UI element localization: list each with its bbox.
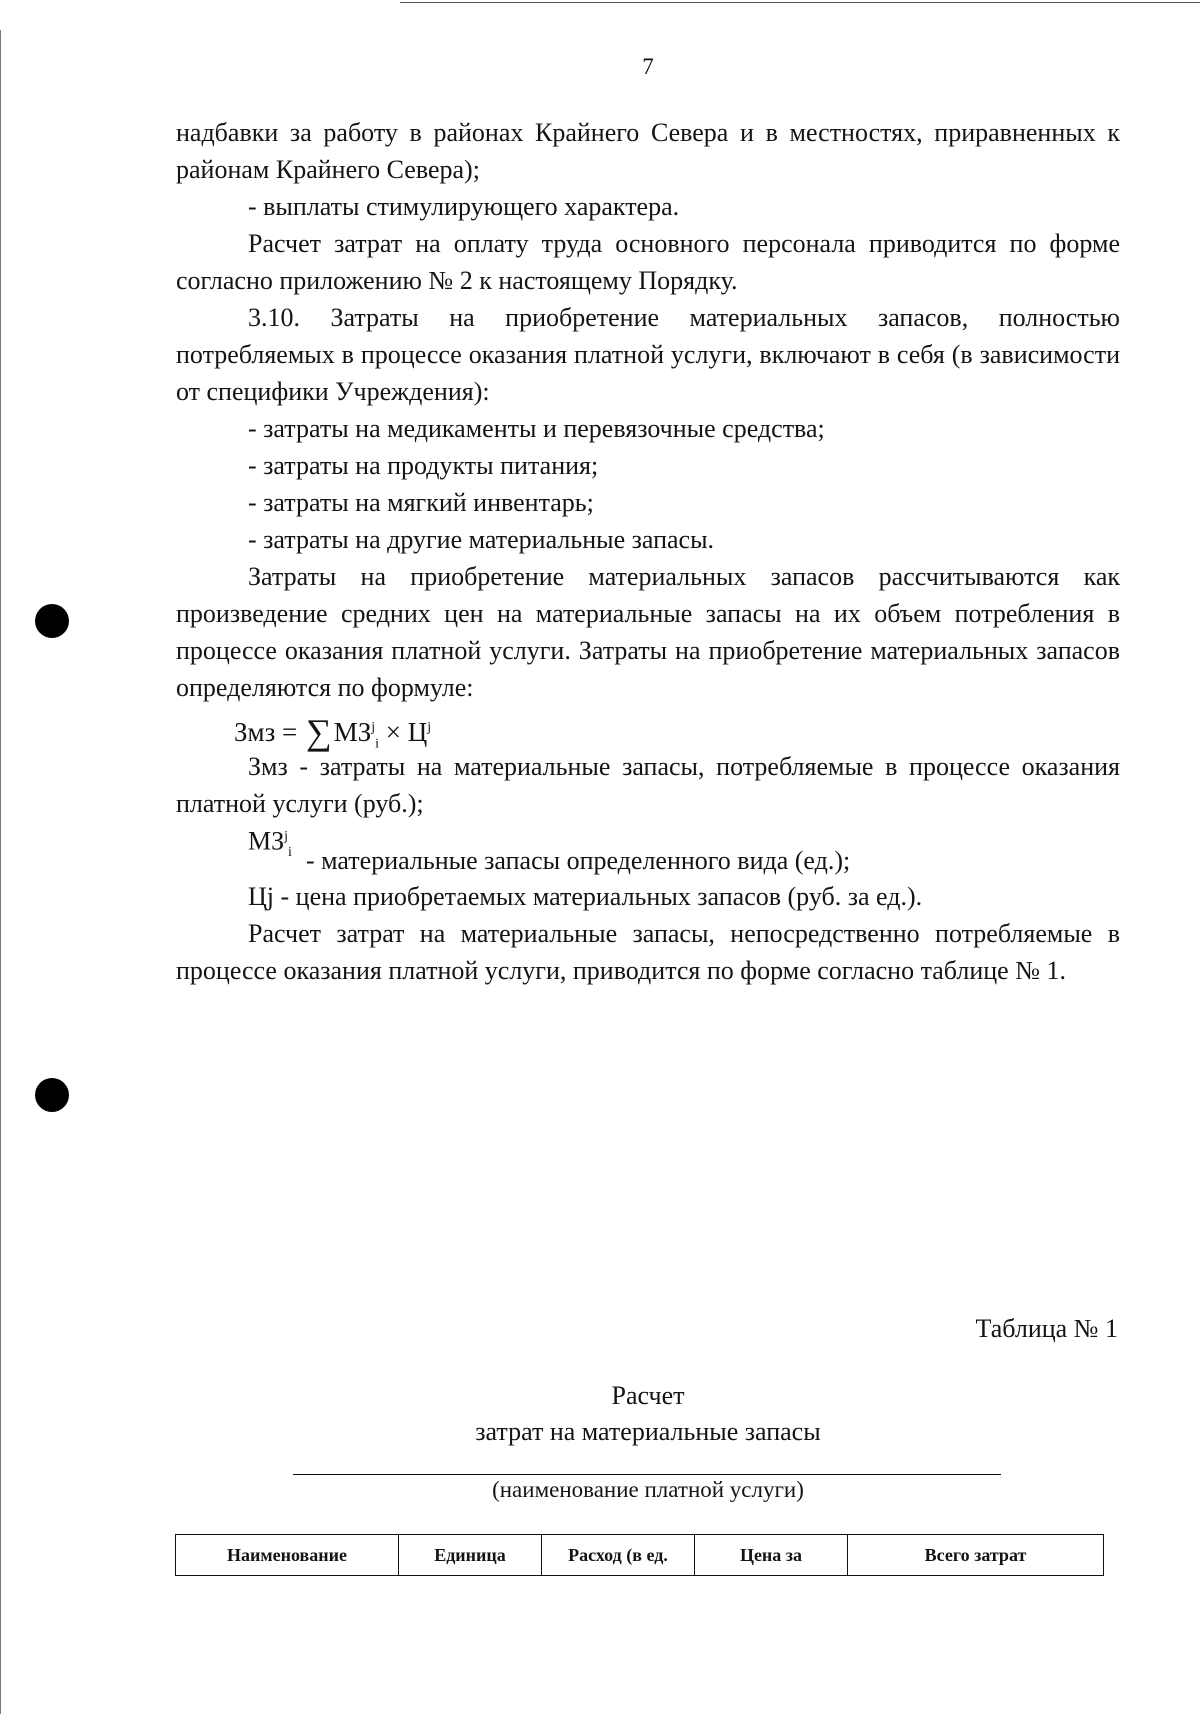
formula-equals: = bbox=[282, 717, 298, 747]
paragraph: надбавки за работу в районах Крайнего Севера и в местностях, приравненных к районам Крайнего Севера); bbox=[176, 118, 1120, 184]
punch-hole-mark bbox=[35, 1078, 69, 1112]
table-title-line2: затрат на материальные запасы bbox=[475, 1417, 821, 1446]
scan-edge-left bbox=[0, 30, 1, 1714]
list-item: - выплаты стимулирующего характера. bbox=[248, 192, 680, 221]
definition-price: Цj - цена приобретаемых материальных запасов (руб. за ед.). bbox=[248, 882, 923, 911]
formula-times: × bbox=[385, 717, 401, 747]
list-item: - затраты на мягкий инвентарь; bbox=[248, 488, 594, 517]
closing-paragraph: Расчет затрат на материальные запасы, непосредственно потребляемые в процессе оказания платной услуги, приводится по форме согласно таблице № 1. bbox=[176, 919, 1120, 985]
service-name-hint: (наименование платной услуги) bbox=[492, 1477, 804, 1502]
punch-hole-mark bbox=[35, 604, 69, 638]
mz-description: - материальные запасы определенного вида (ед.); bbox=[306, 846, 851, 875]
paragraph: Расчет затрат на оплату труда основного персонала приводится по форме согласно приложению № 2 к настоящему Порядку. bbox=[176, 229, 1120, 295]
formula-term: МЗ bbox=[333, 717, 372, 747]
formula-price: Ц bbox=[407, 717, 428, 747]
table-header-cell: Расход (в ед. bbox=[542, 1535, 695, 1576]
page-number: 7 bbox=[642, 54, 654, 79]
costs-table bbox=[175, 1534, 1104, 1576]
formula-price-sup: j bbox=[427, 720, 432, 735]
formula-lhs: Змз bbox=[234, 717, 276, 747]
list-item: - затраты на другие материальные запасы. bbox=[248, 525, 715, 554]
scan-edge-top bbox=[400, 2, 1200, 3]
service-name-blank-line bbox=[293, 1474, 1001, 1475]
table-caption: Таблица № 1 bbox=[975, 1314, 1118, 1343]
list-item: - затраты на продукты питания; bbox=[248, 451, 599, 480]
table-header-cell: Цена за bbox=[695, 1535, 848, 1576]
sum-symbol: ∑ bbox=[306, 712, 332, 752]
table-title bbox=[0, 1378, 1200, 1450]
paragraph: Затраты на приобретение материальных запасов рассчитываются как произведение средних цен на материальные запасы на их объем потребления в процессе оказания платной услуги. Затраты на приобретение материальных запасов определяются по формуле: bbox=[176, 562, 1120, 702]
table-header-cell: Единица bbox=[399, 1535, 542, 1576]
formula-term-sub: i bbox=[375, 736, 380, 752]
definition-zmz: Змз - затраты на материальные запасы, потребляемые в процессе оказания платной услуги (руб.); bbox=[176, 752, 1120, 818]
list-item: - затраты на медикаменты и перевязочные средства; bbox=[248, 414, 825, 443]
paragraph: 3.10. Затраты на приобретение материальных запасов, полностью потребляемых в процессе оказания платной услуги, включают в себя (в зависимости от специфики Учреждения): bbox=[176, 303, 1120, 406]
body-text bbox=[176, 114, 1120, 989]
formula-term-sup: j bbox=[371, 720, 376, 735]
definition-mz bbox=[176, 822, 1120, 878]
table-header-row bbox=[176, 1535, 1104, 1576]
mz-symbol: $МЗ^j_i$ bbox=[248, 826, 292, 860]
table-header-cell: Наименование bbox=[176, 1535, 399, 1576]
table-header-cell: Всего затрат bbox=[848, 1535, 1104, 1576]
table-title-line1: Расчет bbox=[611, 1381, 685, 1410]
formula bbox=[176, 708, 1120, 752]
